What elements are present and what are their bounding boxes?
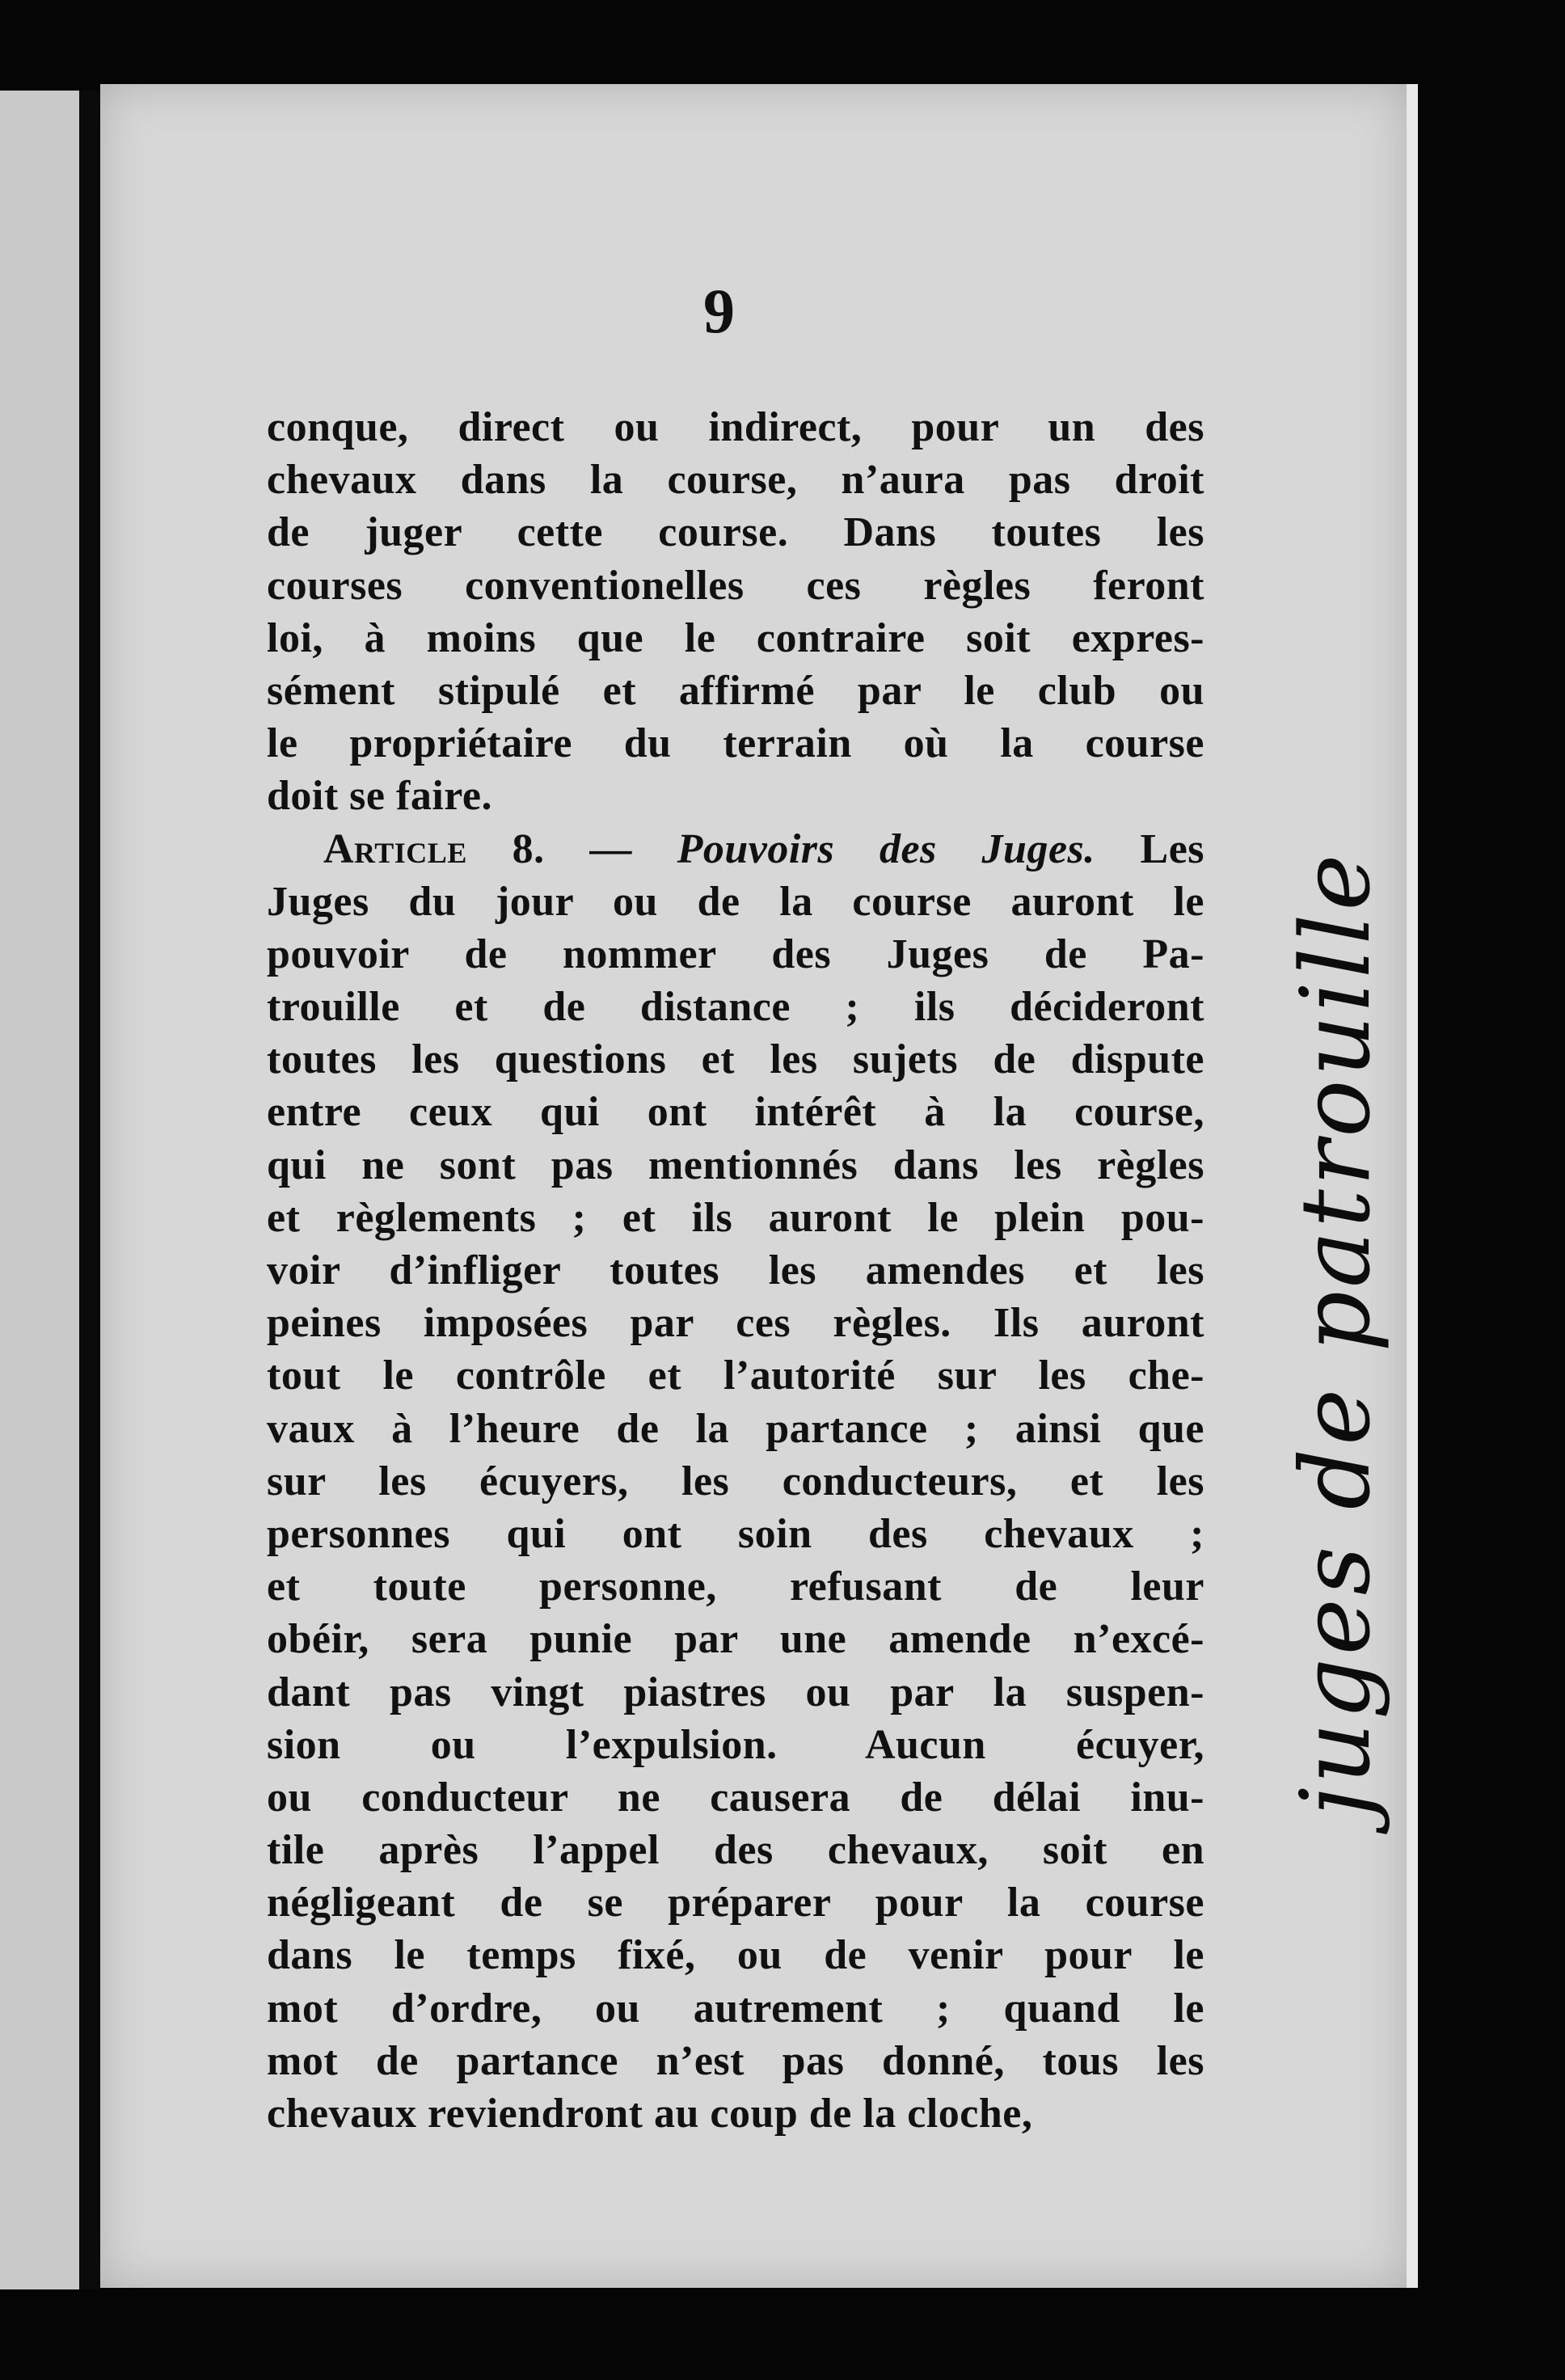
text-line: obéir, sera punie par une amende n’excé- bbox=[267, 1616, 1204, 1663]
text-line: chevaux dans la course, n’aura pas droit bbox=[267, 457, 1204, 504]
text-line: trouille et de distance ; ils décideront bbox=[267, 984, 1204, 1031]
text-line: qui ne sont pas mentionnés dans les règles bbox=[267, 1141, 1204, 1188]
text-line: pouvoir de nommer des Juges de Pa- bbox=[267, 930, 1204, 977]
text-line: mot d’ordre, ou autrement ; quand le bbox=[267, 1985, 1204, 2032]
text-line: sion ou l’expulsion. Aucun écuyer, bbox=[267, 1721, 1204, 1768]
article-number: 8. bbox=[512, 825, 545, 872]
text-line: doit se faire. bbox=[267, 773, 492, 820]
text-line: conque, direct ou indirect, pour un des bbox=[267, 404, 1204, 450]
body-text bbox=[267, 401, 1204, 2140]
article-title: Pouvoirs des Juges. bbox=[677, 825, 1095, 872]
text-line: voir d’infliger toutes les amendes et les bbox=[267, 1247, 1204, 1293]
article-dash: — bbox=[544, 825, 677, 872]
adjacent-page-edge bbox=[0, 91, 79, 2289]
text-line: toutes les questions et les sujets de dispute bbox=[267, 1036, 1204, 1083]
text-line: dans le temps fixé, ou de venir pour le bbox=[267, 1932, 1204, 1979]
text-line: négligeant de se préparer pour la course bbox=[267, 1880, 1204, 1926]
handwritten-margin-note: juges de patrouille bbox=[1280, 850, 1391, 1817]
text-line: peines imposées par ces règles. Ils auront bbox=[267, 1300, 1204, 1347]
text-line: et toute personne, refusant de leur bbox=[267, 1563, 1204, 1610]
text-line: chevaux reviendront au coup de la cloche, bbox=[267, 2091, 1033, 2137]
text-line: personnes qui ont soin des chevaux ; bbox=[267, 1510, 1204, 1557]
text-line: tout le contrôle et l’autorité sur les che- bbox=[267, 1352, 1204, 1399]
text-line: ou conducteur ne causera de délai inu- bbox=[267, 1774, 1204, 1821]
article-first-words: Les bbox=[1095, 825, 1205, 872]
text-line: loi, à moins que le contraire soit expres- bbox=[267, 614, 1204, 661]
article-label: Article bbox=[323, 825, 467, 872]
book-spine-shadow bbox=[79, 91, 100, 2289]
text-line: Juges du jour ou de la course auront le bbox=[267, 878, 1204, 925]
text-line: de juger cette course. Dans toutes les bbox=[267, 509, 1204, 556]
text-line: courses conventionelles ces règles feront bbox=[267, 562, 1204, 609]
text-line: et règlements ; et ils auront le plein pou- bbox=[267, 1194, 1204, 1241]
text-line: mot de partance n’est pas donné, tous les bbox=[267, 2037, 1204, 2084]
text-line: sément stipulé et affirmé par le club ou bbox=[267, 667, 1204, 714]
article-heading bbox=[267, 823, 1204, 876]
page-number: 9 bbox=[703, 276, 735, 346]
text-line: entre ceux qui ont intérêt à la course, bbox=[267, 1089, 1204, 1136]
text-line: sur les écuyers, les conducteurs, et les bbox=[267, 1458, 1204, 1504]
text-line: tile après l’appel des chevaux, soit en bbox=[267, 1827, 1204, 1874]
page-edge bbox=[1407, 84, 1418, 2288]
text-line: vaux à l’heure de la partance ; ainsi que bbox=[267, 1405, 1204, 1452]
text-line: le propriétaire du terrain où la course bbox=[267, 720, 1204, 767]
text-line: dant pas vingt piastres ou par la suspen- bbox=[267, 1669, 1204, 1715]
